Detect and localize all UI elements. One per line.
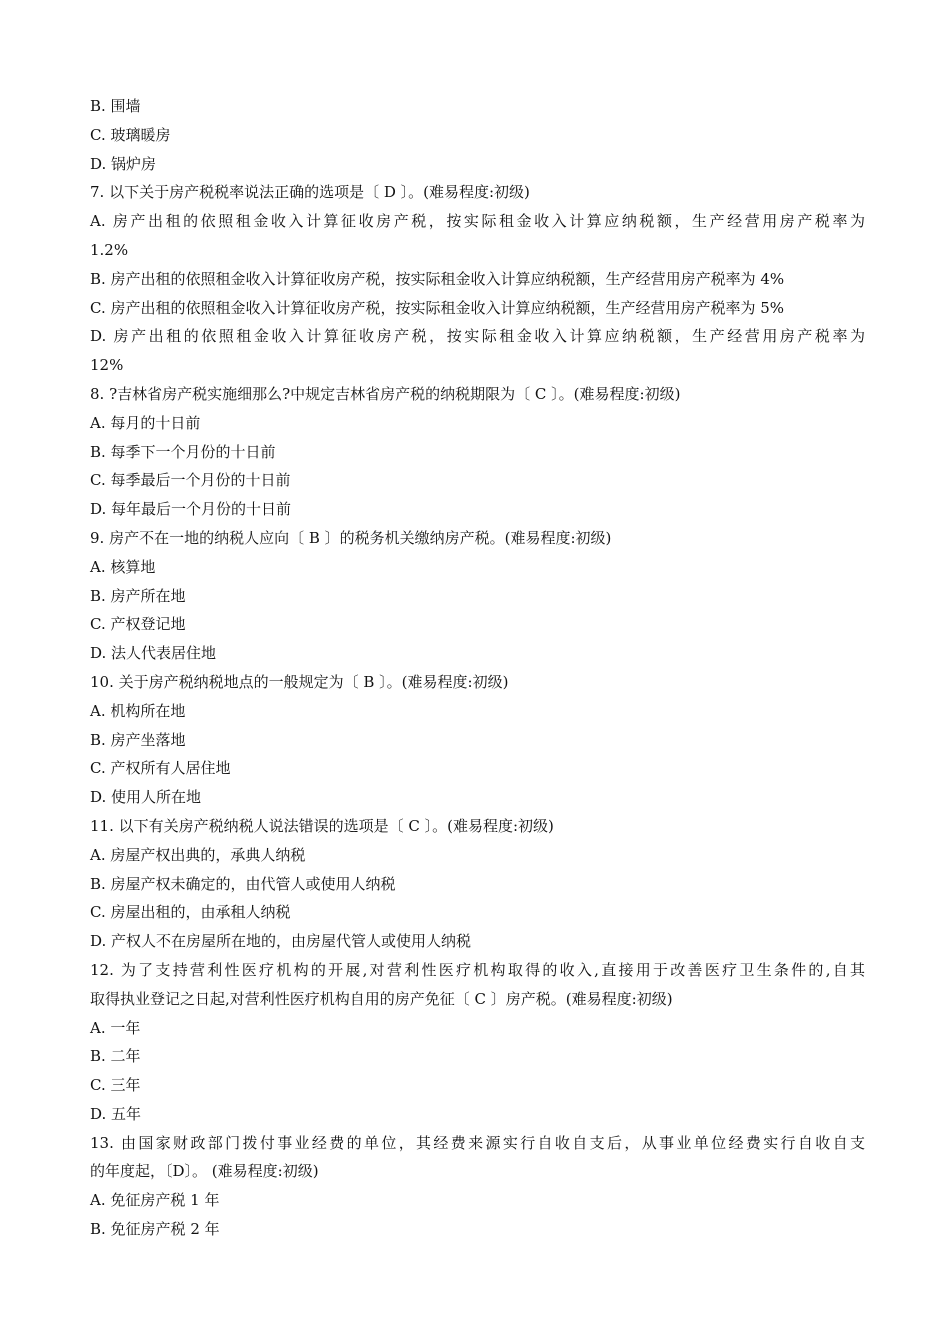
text-line: 1.2% xyxy=(90,240,129,259)
text-line: B. 房屋产权未确定的，由代管人或使用人纳税 xyxy=(90,874,396,893)
text-line: C. 产权所有人居住地 xyxy=(90,759,231,778)
text-line: B. 房产出租的依照租金收入计算征收房产税，按实际租金收入计算应纳税额，生产经营用房产税率为 4% xyxy=(90,269,785,288)
text-line: C. 三年 xyxy=(90,1076,141,1095)
text-line: A. 一年 xyxy=(90,1018,141,1037)
text-line: 的年度起，〔D〕。 (难易程度:初级) xyxy=(90,1162,319,1181)
text-line: 取得执业登记之日起,对营利性医疗机构自用的房产免征〔 C 〕房产税。(难易程度:初级) xyxy=(90,989,673,1008)
text-line: 9. 房产不在一地的纳税人应向〔 B 〕的税务机关缴纳房产税。(难易程度:初级) xyxy=(90,528,612,547)
text-line: A. 核算地 xyxy=(90,557,156,576)
text-line: D. 使用人所在地 xyxy=(90,788,202,807)
text-line: B. 围墙 xyxy=(90,97,141,115)
text-line: D. 五年 xyxy=(90,1104,142,1123)
text-line: D. 每年最后一个月份的十日前 xyxy=(90,500,292,519)
text-line: A. 房产出租的依照租金收入计算征收房产税，按实际租金收入计算应纳税额，生产经营用房产税率为 xyxy=(90,212,865,231)
text-line: B. 房产坐落地 xyxy=(90,730,186,749)
text-line: C. 玻璃暖房 xyxy=(90,125,171,144)
text-line: A. 机构所在地 xyxy=(90,701,186,720)
text-line: A. 房屋产权出典的，承典人纳税 xyxy=(90,845,306,864)
text-line: D. 房产出租的依照租金收入计算征收房产税，按实际租金收入计算应纳税额，生产经营用房产税率为 xyxy=(90,327,865,346)
text-line: C. 产权登记地 xyxy=(90,615,186,634)
document-body xyxy=(90,92,865,1244)
text-line: 8. ?吉林省房产税实施细那么?中规定吉林省房产税的纳税期限为〔 C 〕。(难易程度:初级) xyxy=(90,384,681,403)
text-line: C. 房屋出租的，由承租人纳税 xyxy=(90,903,291,922)
text-line: C. 房产出租的依照租金收入计算征收房产税，按实际租金收入计算应纳税额，生产经营用房产税率为 5% xyxy=(90,298,785,317)
text-line: C. 每季最后一个月份的十日前 xyxy=(90,471,291,490)
text-line: 11. 以下有关房产税纳税人说法错误的选项是〔 C 〕。(难易程度:初级) xyxy=(90,816,554,835)
text-line: 10. 关于房产税纳税地点的一般规定为〔 B 〕。(难易程度:初级) xyxy=(90,672,509,691)
text-line: 7. 以下关于房产税税率说法正确的选项是〔 D 〕。(难易程度:初级) xyxy=(90,183,530,202)
text-line: 12. 为了支持营利性医疗机构的开展,对营利性医疗机构取得的收入,直接用于改善医疗卫生条件的,自其 xyxy=(90,960,865,979)
text-line: D. 锅炉房 xyxy=(90,154,157,173)
text-line: A. 免征房产税 1 年 xyxy=(90,1191,220,1210)
text-line: B. 免征房产税 2 年 xyxy=(90,1220,220,1239)
text-line: B. 每季下一个月份的十日前 xyxy=(90,442,276,461)
text-line: D. 产权人不在房屋所在地的，由房屋代管人或使用人纳税 xyxy=(90,932,472,951)
text-line: 12% xyxy=(90,356,124,375)
text-line: B. 二年 xyxy=(90,1047,141,1066)
text-line: D. 法人代表居住地 xyxy=(90,644,217,663)
text-line: A. 每月的十日前 xyxy=(90,413,201,432)
text-line: B. 房产所在地 xyxy=(90,586,186,605)
text-line: 13. 由国家财政部门拨付事业经费的单位，其经费来源实行自收自支后，从事业单位经费实行自收自支 xyxy=(90,1133,865,1152)
